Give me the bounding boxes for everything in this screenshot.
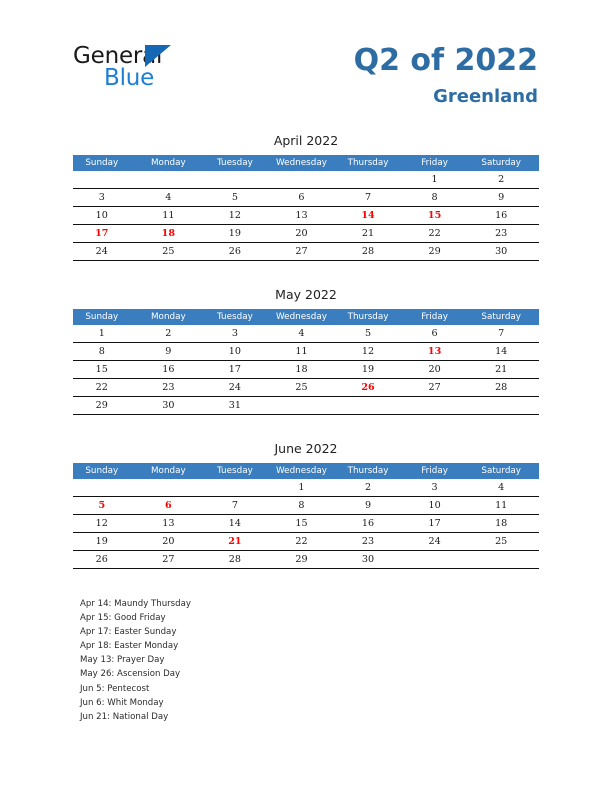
day-cell[interactable]: 14 — [472, 343, 539, 361]
weekday-header-tuesday: Tuesday — [206, 463, 273, 479]
day-cell[interactable]: 21 — [472, 361, 539, 379]
day-cell[interactable]: 2 — [339, 479, 406, 497]
day-cell-holiday[interactable]: 26 — [339, 379, 406, 397]
month-table — [73, 463, 539, 569]
month-table — [73, 155, 539, 261]
day-cell[interactable]: 23 — [140, 379, 207, 397]
day-cell[interactable]: 28 — [206, 551, 273, 569]
day-cell[interactable]: 22 — [406, 225, 473, 243]
day-cell-holiday[interactable]: 5 — [73, 497, 140, 515]
day-cell[interactable]: 12 — [339, 343, 406, 361]
day-cell-holiday[interactable]: 17 — [73, 225, 140, 243]
day-cell[interactable]: 7 — [339, 189, 406, 207]
day-cell-empty — [273, 397, 340, 415]
day-cell[interactable]: 24 — [206, 379, 273, 397]
day-cell[interactable]: 18 — [472, 515, 539, 533]
week-row — [73, 479, 539, 497]
day-cell-holiday[interactable]: 13 — [406, 343, 473, 361]
day-cell[interactable]: 27 — [273, 243, 340, 261]
day-cell[interactable]: 19 — [73, 533, 140, 551]
day-cell[interactable]: 16 — [472, 207, 539, 225]
month-title: May 2022 — [275, 287, 337, 302]
day-cell[interactable]: 1 — [406, 171, 473, 189]
day-cell[interactable]: 27 — [140, 551, 207, 569]
holiday-note: Jun 5: Pentecost — [80, 683, 150, 694]
week-row — [73, 361, 539, 379]
day-cell[interactable]: 1 — [273, 479, 340, 497]
day-cell[interactable]: 11 — [273, 343, 340, 361]
day-cell-empty — [472, 397, 539, 415]
weekday-header-sunday: Sunday — [73, 463, 140, 479]
holiday-note: Jun 21: National Day — [80, 711, 169, 722]
day-cell-empty — [140, 171, 207, 189]
weekday-header-wednesday: Wednesday — [273, 309, 340, 325]
month-title: June 2022 — [274, 441, 338, 456]
day-cell[interactable]: 30 — [140, 397, 207, 415]
day-cell[interactable]: 13 — [140, 515, 207, 533]
day-cell[interactable]: 3 — [73, 189, 140, 207]
calendar-months — [73, 133, 539, 595]
day-cell[interactable]: 11 — [472, 497, 539, 515]
day-cell-holiday[interactable]: 21 — [206, 533, 273, 551]
day-cell[interactable]: 28 — [472, 379, 539, 397]
page-header — [0, 0, 612, 125]
day-cell[interactable]: 25 — [472, 533, 539, 551]
weekday-header-friday: Friday — [406, 309, 473, 325]
day-cell[interactable]: 23 — [472, 225, 539, 243]
day-cell[interactable]: 22 — [73, 379, 140, 397]
day-cell[interactable]: 8 — [73, 343, 140, 361]
week-row — [73, 243, 539, 261]
day-cell[interactable]: 5 — [339, 325, 406, 343]
week-row — [73, 207, 539, 225]
day-cell-empty — [406, 551, 473, 569]
weekday-header-monday: Monday — [140, 309, 207, 325]
day-cell-holiday[interactable]: 15 — [406, 207, 473, 225]
day-cell[interactable]: 28 — [339, 243, 406, 261]
week-row — [73, 397, 539, 415]
week-row — [73, 533, 539, 551]
weekday-header-tuesday: Tuesday — [206, 155, 273, 171]
weekday-header-tuesday: Tuesday — [206, 309, 273, 325]
month-block — [73, 287, 539, 415]
day-cell[interactable]: 1 — [73, 325, 140, 343]
logo-text-blue: Blue — [104, 65, 155, 91]
day-cell[interactable]: 9 — [472, 189, 539, 207]
day-cell[interactable]: 4 — [273, 325, 340, 343]
day-cell[interactable]: 3 — [406, 479, 473, 497]
day-cell-empty — [140, 479, 207, 497]
page-subtitle: Greenland — [433, 86, 538, 107]
day-cell[interactable]: 25 — [140, 243, 207, 261]
day-cell[interactable]: 15 — [73, 361, 140, 379]
weekday-header-sunday: Sunday — [73, 309, 140, 325]
logo-triangle-icon — [145, 45, 171, 67]
day-cell[interactable]: 9 — [140, 343, 207, 361]
day-cell[interactable]: 2 — [140, 325, 207, 343]
day-cell[interactable]: 12 — [206, 207, 273, 225]
day-cell[interactable]: 7 — [206, 497, 273, 515]
day-cell[interactable]: 19 — [339, 361, 406, 379]
day-cell[interactable]: 10 — [206, 343, 273, 361]
weekday-header-thursday: Thursday — [339, 309, 406, 325]
day-cell[interactable]: 2 — [472, 171, 539, 189]
day-cell[interactable]: 7 — [472, 325, 539, 343]
day-cell-empty — [339, 397, 406, 415]
day-cell-empty — [73, 479, 140, 497]
day-cell[interactable]: 31 — [206, 397, 273, 415]
day-cell-holiday[interactable]: 14 — [339, 207, 406, 225]
title-block — [354, 44, 538, 108]
day-cell[interactable]: 17 — [206, 361, 273, 379]
day-cell[interactable]: 19 — [206, 225, 273, 243]
day-cell[interactable]: 14 — [206, 515, 273, 533]
weekday-header-sunday: Sunday — [73, 155, 140, 171]
day-cell[interactable]: 8 — [406, 189, 473, 207]
day-cell[interactable]: 26 — [73, 551, 140, 569]
day-cell[interactable]: 23 — [339, 533, 406, 551]
holiday-notes-list — [80, 597, 480, 724]
day-cell[interactable]: 25 — [273, 379, 340, 397]
day-cell-empty — [73, 171, 140, 189]
week-row — [73, 171, 539, 189]
day-cell-holiday[interactable]: 6 — [140, 497, 207, 515]
day-cell[interactable]: 20 — [140, 533, 207, 551]
day-cell[interactable]: 15 — [273, 515, 340, 533]
day-cell[interactable]: 20 — [406, 361, 473, 379]
day-cell[interactable]: 8 — [273, 497, 340, 515]
day-cell[interactable]: 10 — [406, 497, 473, 515]
weekday-header-wednesday: Wednesday — [273, 155, 340, 171]
page-title: Q2 of 2022 — [353, 43, 538, 78]
day-cell[interactable]: 11 — [140, 207, 207, 225]
day-cell-empty — [406, 397, 473, 415]
holiday-note: May 26: Ascension Day — [80, 669, 181, 680]
day-cell[interactable]: 18 — [273, 361, 340, 379]
day-cell[interactable]: 24 — [406, 533, 473, 551]
day-cell[interactable]: 10 — [73, 207, 140, 225]
week-row — [73, 551, 539, 569]
weekday-header-row — [73, 155, 539, 171]
day-cell[interactable]: 17 — [406, 515, 473, 533]
weekday-header-thursday: Thursday — [339, 155, 406, 171]
day-cell[interactable]: 27 — [406, 379, 473, 397]
day-cell[interactable]: 6 — [273, 189, 340, 207]
day-cell[interactable]: 4 — [472, 479, 539, 497]
day-cell[interactable]: 29 — [273, 551, 340, 569]
weekday-header-friday: Friday — [406, 155, 473, 171]
day-cell[interactable]: 16 — [140, 361, 207, 379]
day-cell[interactable]: 12 — [73, 515, 140, 533]
holiday-note: Jun 6: Whit Monday — [80, 697, 164, 708]
day-cell[interactable]: 4 — [140, 189, 207, 207]
day-cell-holiday[interactable]: 18 — [140, 225, 207, 243]
general-blue-logo — [73, 43, 253, 93]
weekday-header-row — [73, 309, 539, 325]
week-row — [73, 225, 539, 243]
week-row — [73, 325, 539, 343]
day-cell[interactable]: 20 — [273, 225, 340, 243]
day-cell[interactable]: 29 — [406, 243, 473, 261]
weekday-header-friday: Friday — [406, 463, 473, 479]
week-row — [73, 343, 539, 361]
month-block — [73, 441, 539, 569]
month-title: April 2022 — [273, 133, 339, 148]
weekday-header-thursday: Thursday — [339, 463, 406, 479]
weekday-header-saturday: Saturday — [472, 155, 539, 171]
holiday-note: Apr 15: Good Friday — [80, 613, 166, 624]
weekday-header-monday: Monday — [140, 155, 207, 171]
day-cell[interactable]: 26 — [206, 243, 273, 261]
weekday-header-monday: Monday — [140, 463, 207, 479]
week-row — [73, 515, 539, 533]
holiday-note: Apr 18: Easter Monday — [80, 641, 179, 652]
day-cell[interactable]: 30 — [339, 551, 406, 569]
day-cell-empty — [206, 171, 273, 189]
day-cell[interactable]: 9 — [339, 497, 406, 515]
day-cell[interactable]: 22 — [273, 533, 340, 551]
day-cell[interactable]: 30 — [472, 243, 539, 261]
weekday-header-row — [73, 463, 539, 479]
weekday-header-wednesday: Wednesday — [273, 463, 340, 479]
day-cell[interactable]: 16 — [339, 515, 406, 533]
day-cell[interactable]: 6 — [406, 325, 473, 343]
day-cell[interactable]: 13 — [273, 207, 340, 225]
day-cell-empty — [273, 171, 340, 189]
weekday-header-saturday: Saturday — [472, 463, 539, 479]
month-block — [73, 133, 539, 261]
logo-text-general: General — [73, 43, 163, 69]
week-row — [73, 189, 539, 207]
holiday-note: Apr 17: Easter Sunday — [80, 627, 177, 638]
day-cell[interactable]: 3 — [206, 325, 273, 343]
week-row — [73, 379, 539, 397]
holiday-note: May 13: Prayer Day — [80, 655, 165, 666]
day-cell[interactable]: 24 — [73, 243, 140, 261]
day-cell-empty — [472, 551, 539, 569]
weekday-header-saturday: Saturday — [472, 309, 539, 325]
week-row — [73, 497, 539, 515]
day-cell[interactable]: 21 — [339, 225, 406, 243]
day-cell[interactable]: 5 — [206, 189, 273, 207]
day-cell-empty — [206, 479, 273, 497]
day-cell-empty — [339, 171, 406, 189]
month-table — [73, 309, 539, 415]
holiday-note: Apr 14: Maundy Thursday — [80, 599, 191, 609]
day-cell[interactable]: 29 — [73, 397, 140, 415]
